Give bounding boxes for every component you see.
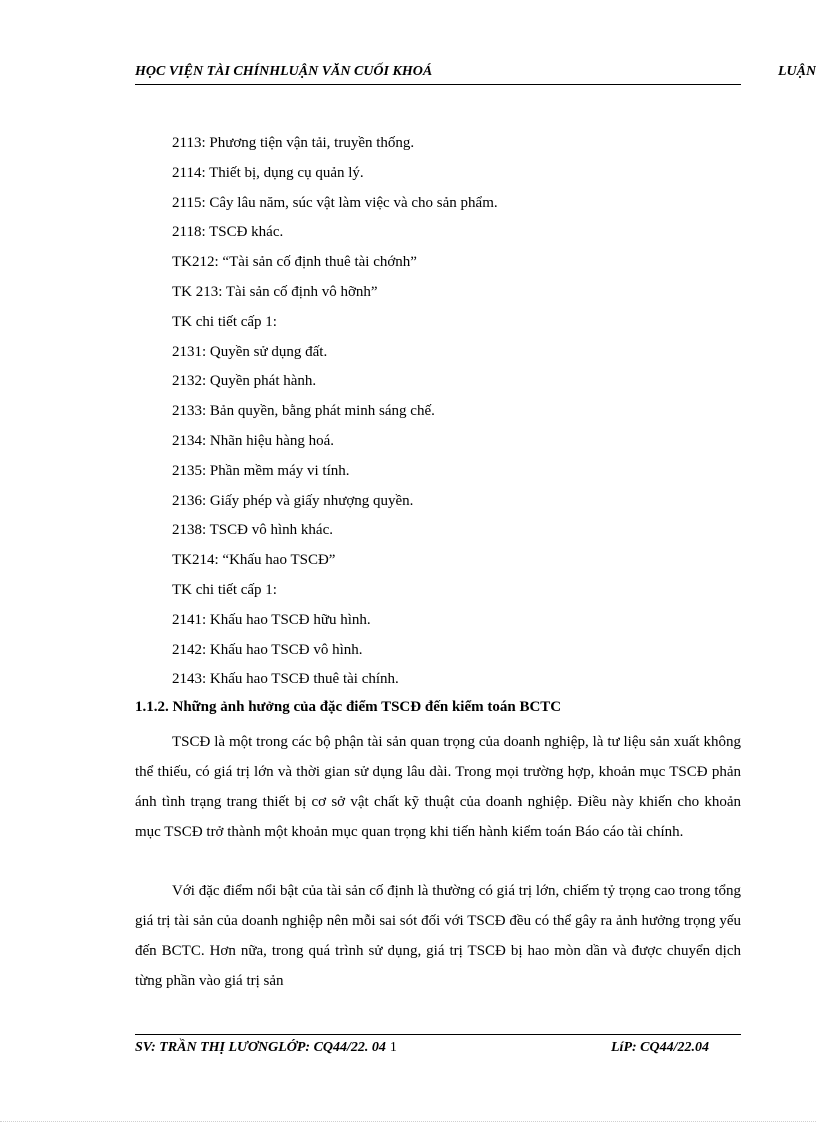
- page-header: [135, 64, 816, 85]
- list-item: 2136: Giấy phép và giấy nhượng quyền.: [172, 492, 414, 509]
- section-heading: 1.1.2. Những ảnh hưởng của đặc điểm TSCĐ đến kiểm toán BCTC: [135, 699, 562, 715]
- footer-student-info: SV: TRẦN THỊ LƯƠNGLỚP: CQ44/22. 04: [135, 1040, 386, 1055]
- list-item: 2133: Bản quyền, bằng phát minh sáng chế.: [172, 403, 435, 420]
- header-right-text: LUẬN: [778, 64, 816, 79]
- list-item: 2132: Quyền phát hành.: [172, 373, 317, 390]
- list-item: 2114: Thiết bị, dụng cụ quản lý.: [172, 164, 364, 181]
- list-item: 2118: TSCĐ khác.: [172, 224, 284, 241]
- footer-right-text: LíP: CQ44/22.04: [611, 1040, 709, 1055]
- body-paragraph: TSCĐ là một trong các bộ phận tài sản quan trọng của doanh nghiệp, là tư liệu sản xuất không thể thiếu, có giá trị lớn và thời gian sử dụng lâu dài. Trong mọi trường hợp, khoản mục TSCĐ phản ánh tình trạng trang thiết bị cơ sở vật chất kỹ thuật của doanh nghiệp. Điều này khiến cho khoản mục TSCĐ trở thành một khoản mục quan trọng khi tiến hành kiểm toán Báo cáo tài chính.: [135, 734, 741, 840]
- footer-divider: [135, 1034, 741, 1035]
- list-item: 2143: Khấu hao TSCĐ thuê tài chính.: [172, 671, 399, 688]
- list-item: TK chi tiết cấp 1:: [172, 313, 277, 330]
- account-list: [172, 131, 498, 697]
- list-item: 2131: Quyền sử dụng đất.: [172, 343, 328, 360]
- page-number: 1: [389, 1040, 397, 1055]
- list-item: TK214: “Khấu hao TSCĐ”: [172, 552, 336, 569]
- list-item: TK chi tiết cấp 1:: [172, 581, 277, 598]
- page-footer: [135, 1040, 741, 1060]
- list-item: 2135: Phần mềm máy vi tính.: [172, 462, 350, 479]
- body-paragraph: Với đặc điểm nổi bật của tài sản cố định là thường có giá trị lớn, chiếm tỷ trọng cao trong tổng giá trị tài sản của doanh nghiệp nên mỗi sai sót đối với TSCĐ đều có thể gây ra ảnh hưởng trọng yếu đến BCTC. Hơn nữa, trong quá trình sử dụng, giá trị TSCĐ bị hao mòn dần và được chuyển dịch từng phần vào giá trị sản: [135, 883, 741, 989]
- list-item: TK 213: Tài sản cố định vô hỡnh”: [172, 283, 378, 300]
- list-item: 2138: TSCĐ vô hình khác.: [172, 522, 333, 539]
- footer-left-text: [135, 1040, 397, 1056]
- list-item: 2113: Phương tiện vận tải, truyền thống.: [172, 135, 415, 151]
- list-item: 2142: Khấu hao TSCĐ vô hình.: [172, 641, 363, 658]
- page-bottom-border: [0, 1121, 816, 1122]
- list-item: 2115: Cây lâu năm, súc vật làm việc và cho sản phẩm.: [172, 194, 498, 211]
- header-title: HỌC VIỆN TÀI CHÍNHLUẬN VĂN CUỐI KHOÁ: [135, 64, 433, 79]
- list-item: 2141: Khấu hao TSCĐ hữu hình.: [172, 611, 371, 628]
- list-item: 2134: Nhãn hiệu hàng hoá.: [172, 432, 335, 449]
- list-item: TK212: “Tài sản cố định thuê tài chớnh”: [172, 254, 417, 271]
